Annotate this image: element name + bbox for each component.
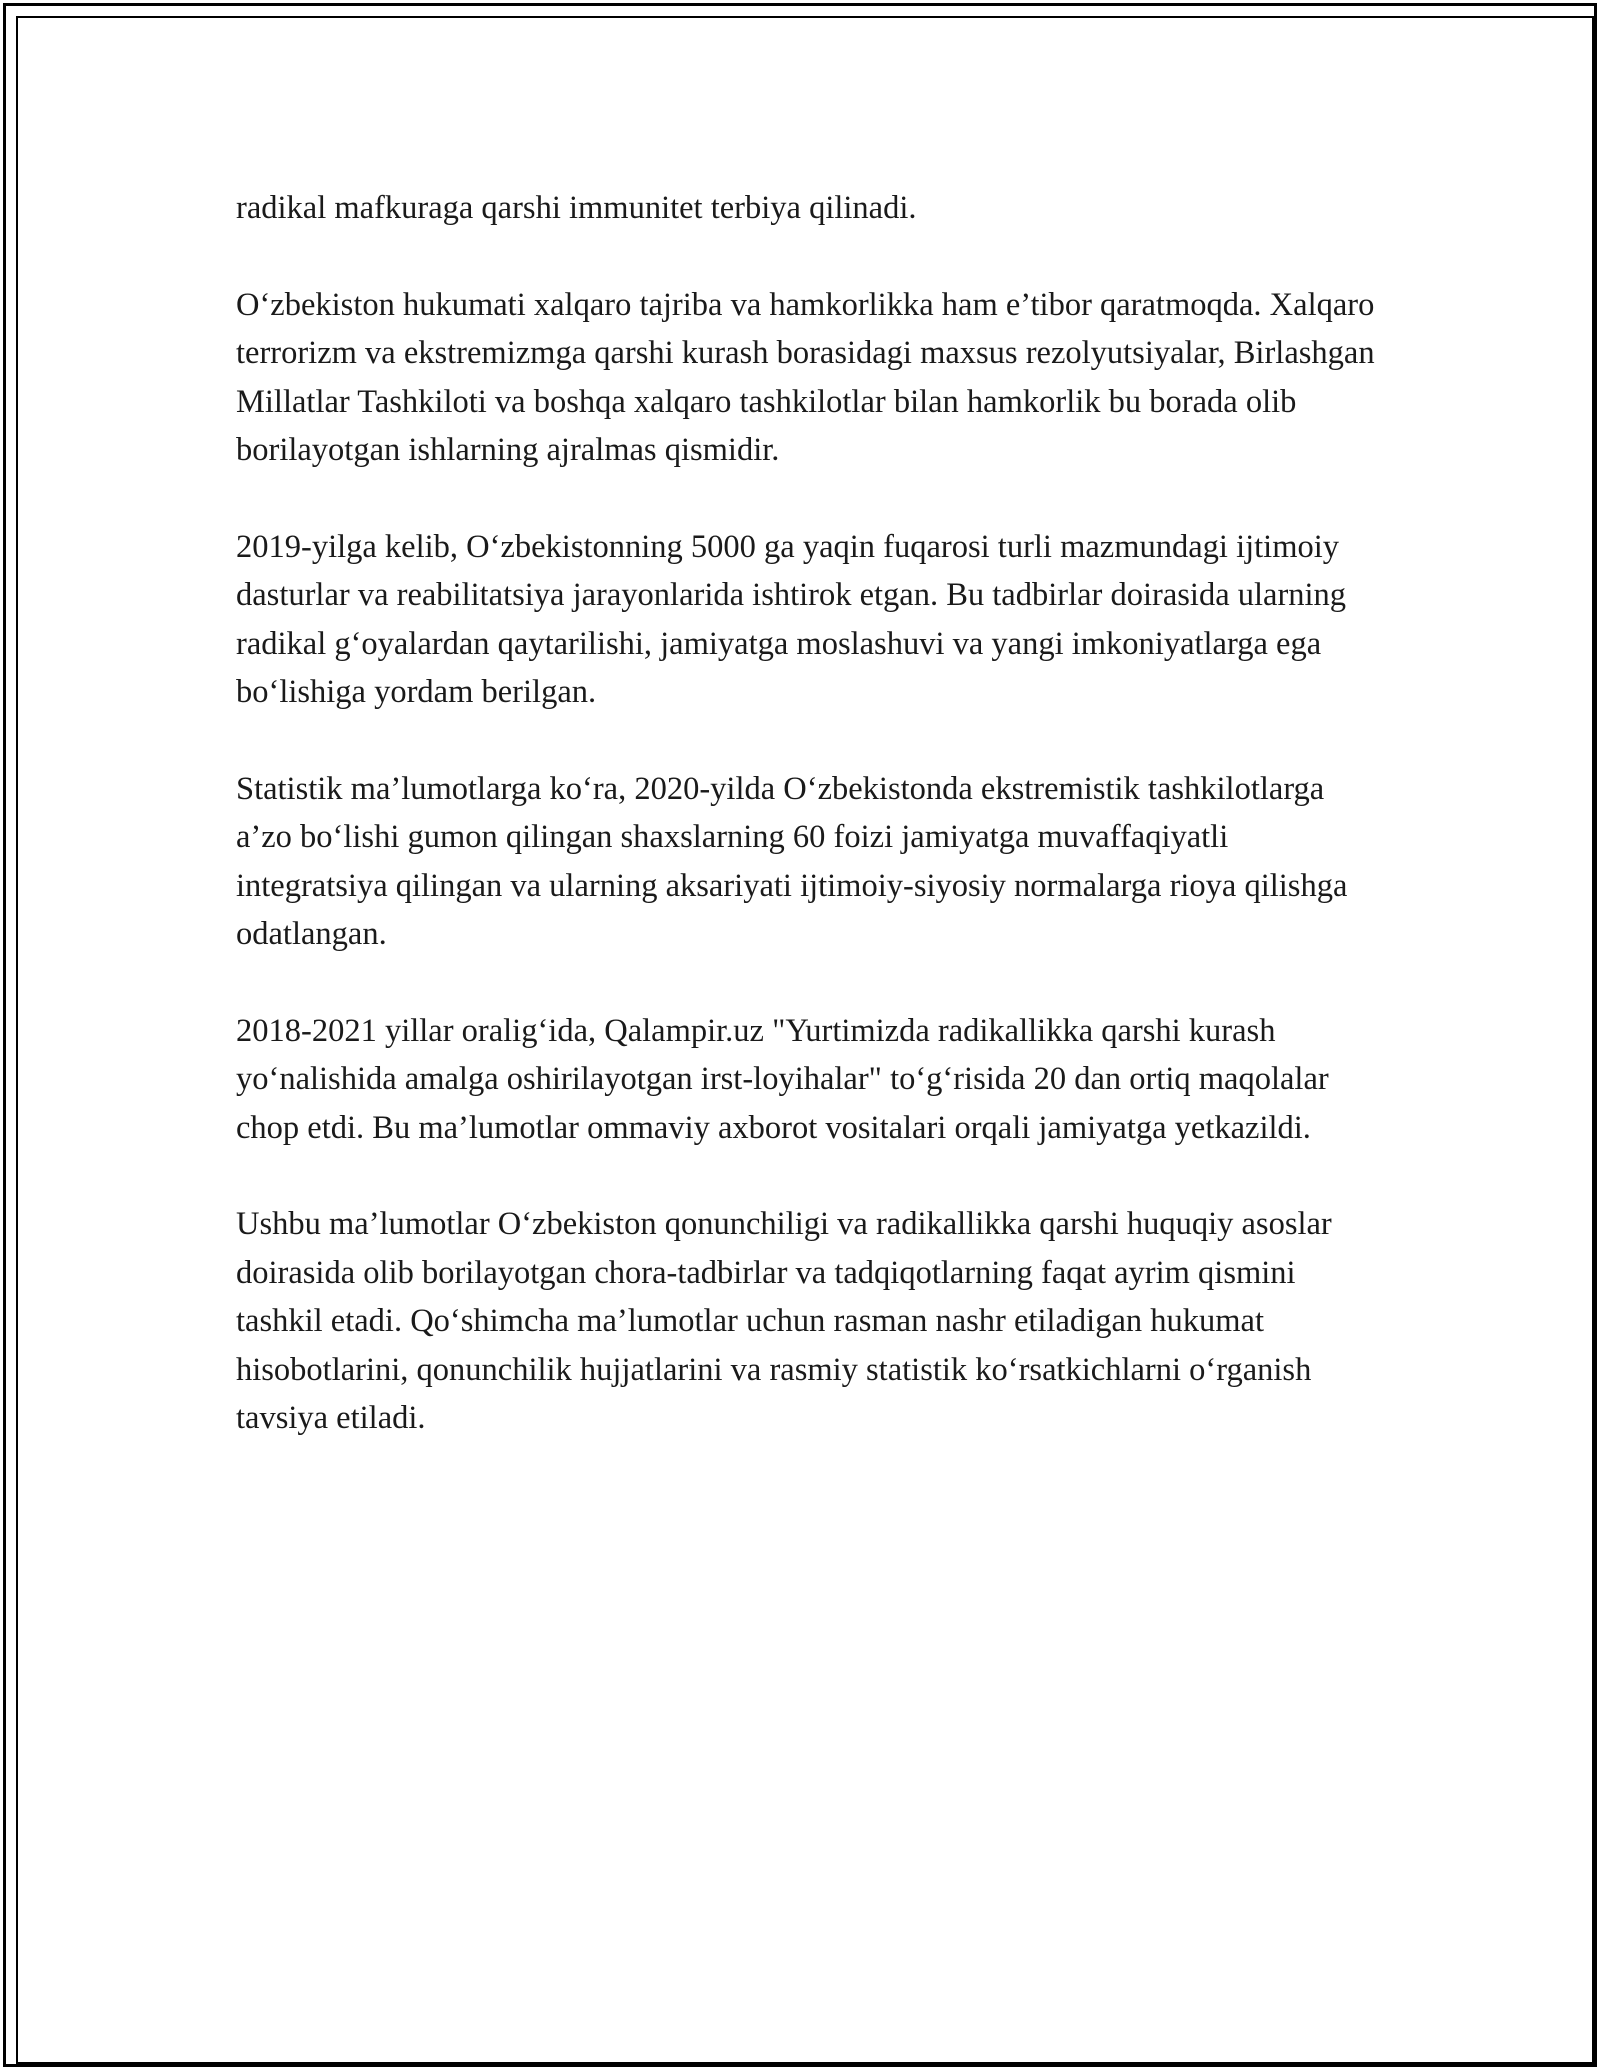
paragraph-3: 2019-yilga kelib, O‘zbekistonning 5000 ga yaqin fuqarosi turli mazmundagi ijtimoiy dasturlar va reabilitatsiya jarayonlarida ishtirok etgan. Bu tadbirlar doirasida ularning radikal g‘oyalardan qaytarilishi, jamiyatga moslashuvi va yangi imkoniyatlarga ega bo‘lishiga yordam berilgan. [236, 528, 1347, 711]
paragraph-5: 2018-2021 yillar oralig‘ida, Qalampir.uz "Yurtimizda radikallikka qarshi kurash yo‘nalishida amalga oshirilayotgan irst-loyihalar" to‘g‘risida 20 dan ortiq maqolalar chop etdi. Bu ma’lumotlar ommaviy axborot vositalari orqali jamiyatga yetkazildi. [236, 1012, 1329, 1146]
paragraph-4: Statistik ma’lumotlarga ko‘ra, 2020-yilda O‘zbekistonda ekstremistik tashkilotlarga a’zo bo‘lishi gumon qilingan shaxslarning 60 foizi jamiyatga muvaffaqiyatli integratsiya qilingan va ularning aksariyati ijtimoiy-siyosiy normalarga rioya qilishga odatlangan. [236, 770, 1348, 953]
paragraph-1: radikal mafkuraga qarshi immunitet terbiya qilinadi. [236, 190, 917, 226]
paragraph-6: Ushbu ma’lumotlar O‘zbekiston qonunchiligi va radikallikka qarshi huquqiy asoslar doirasida olib borilayotgan chora-tadbirlar va tadqiqotlarning faqat ayrim qismini tashkil etadi. Qo‘shimcha ma’lumotlar uchun rasman nashr etiladigan hukumat hisobotlarini, qonunchilik hujjatlarini va rasmiy statistik ko‘rsatkichlarni o‘rganish tavsiya etiladi. [236, 1206, 1332, 1437]
document-body [236, 184, 1376, 1442]
paragraph-2: O‘zbekiston hukumati xalqaro tajriba va hamkorlikka ham e’tibor qaratmoqda. Xalqaro terrorizm va ekstremizmga qarshi kurash borasidagi maxsus rezolyutsiyalar, Birlashgan Millatlar Tashkiloti va boshqa xalqaro tashkilotlar bilan hamkorlik bu borada olib borilayotgan ishlarning ajralmas qismidir. [236, 286, 1375, 469]
